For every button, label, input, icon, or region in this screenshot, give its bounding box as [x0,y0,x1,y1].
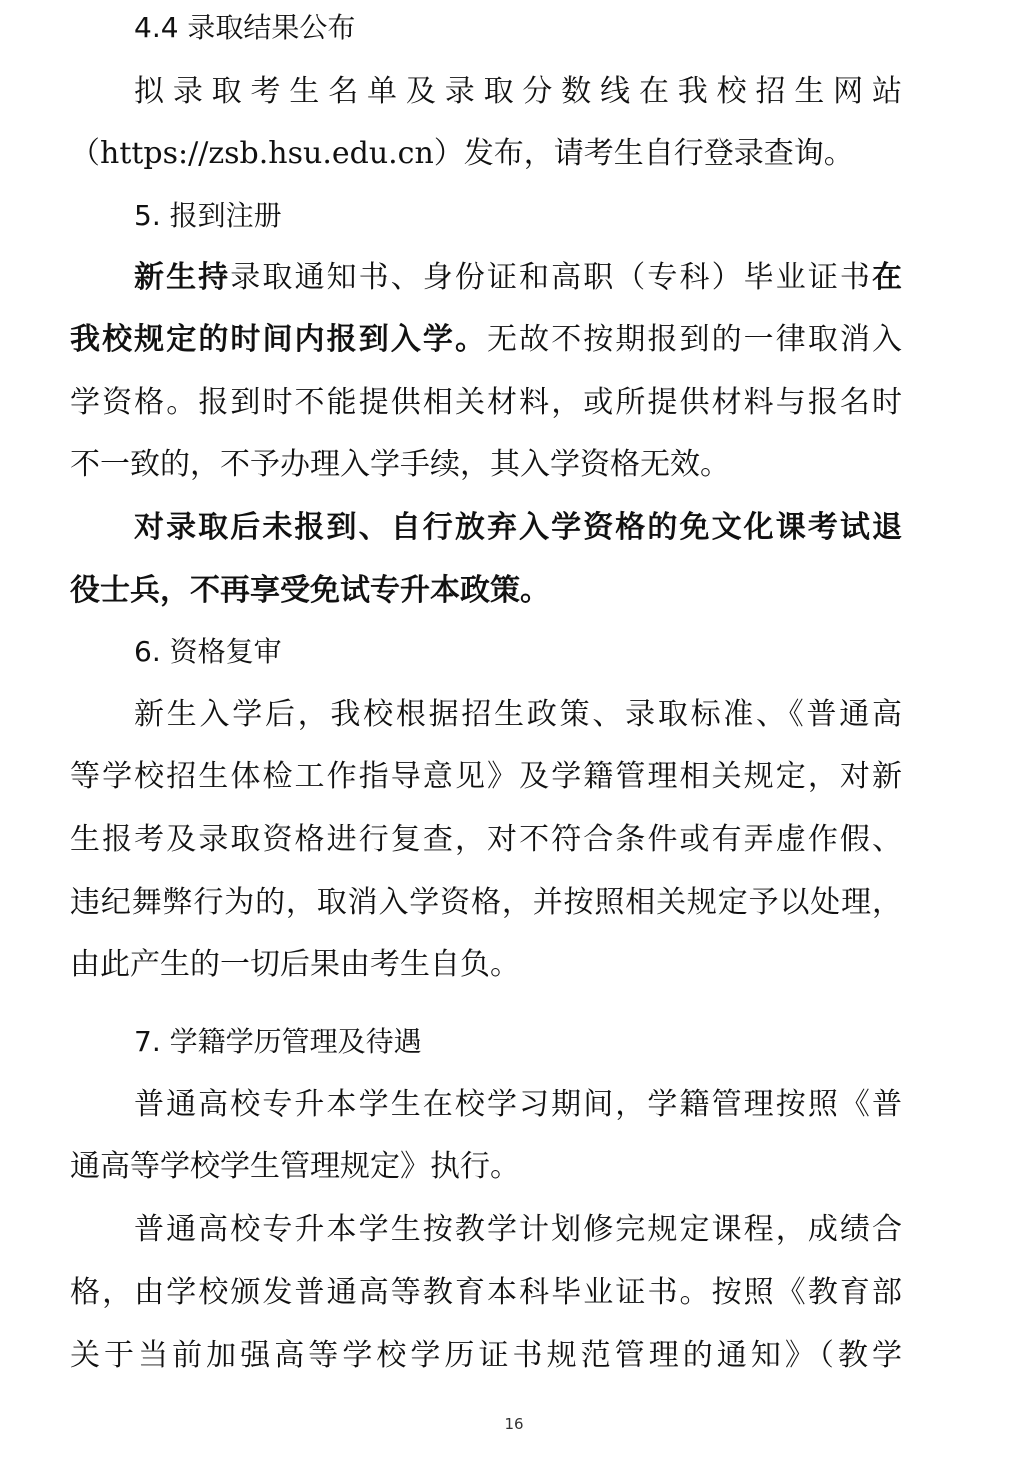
section-5-p1-line-2 [70,320,902,360]
section-7-p2-line-2: 格，由学校颁发普通高等教育本科毕业证书。按照《教育部 [70,1275,902,1310]
section-5-p2-line-1: 对录取后未报到、自行放弃入学资格的免文化课考试退 [134,510,902,545]
section-6-line-4: 违纪舞弊行为的，取消入学资格，并按照相关规定予以处理， [70,885,902,920]
section-6-line-2: 等学校招生体检工作指导意见》及学籍管理相关规定，对新 [70,759,902,794]
section-6-heading: 6. 资格复审 [134,635,282,668]
normal-text: 无故不按期报到的一律取消入 [487,322,902,357]
section-6-line-5: 由此产生的一切后果由考生自负。 [70,947,520,982]
section-7-p1-line-2: 通高等学校学生管理规定》执行。 [70,1149,520,1184]
section-7-p1-line-1: 普通高校专升本学生在校学习期间，学籍管理按照《普 [134,1087,902,1122]
section-5-p1-line-3: 学资格。报到时不能提供相关材料，或所提供材料与报名时 [70,385,902,420]
section-5-p1-line-4: 不一致的，不予办理入学手续，其入学资格无效。 [70,447,730,482]
bold-text: 在 [872,260,902,295]
section-7-p2-line-3: 关于当前加强高等学校学历证书规范管理的通知》（教学 [70,1338,902,1373]
section-4-4-line-2: （https://zsb.hsu.edu.cn）发布，请考生自行登录查询。 [70,136,854,171]
bold-text: 我校规定的时间内报到入学。 [70,322,488,357]
section-6-line-3: 生报考及录取资格进行复查，对不符合条件或有弄虚作假、 [70,822,902,857]
section-7-heading: 7. 学籍学历管理及待遇 [134,1025,422,1058]
bold-text: 新生持 [134,260,231,295]
section-5-p2-line-2: 役士兵，不再享受免试专升本政策。 [70,573,550,608]
section-4-4-line-1: 拟录取考生名单及录取分数线在我校招生网站 [134,74,902,109]
section-5-heading: 5. 报到注册 [134,199,282,232]
section-5-p1-line-1 [134,258,902,298]
section-7-p2-line-1: 普通高校专升本学生按教学计划修完规定课程，成绩合 [134,1212,902,1247]
section-6-line-1: 新生入学后，我校根据招生政策、录取标准、《普通高 [134,697,902,732]
page-number: 16 [504,1415,524,1433]
normal-text: 录取通知书、身份证和高职（专科）毕业证书 [230,260,873,295]
section-4-4-heading: 4.4 录取结果公布 [134,11,356,44]
